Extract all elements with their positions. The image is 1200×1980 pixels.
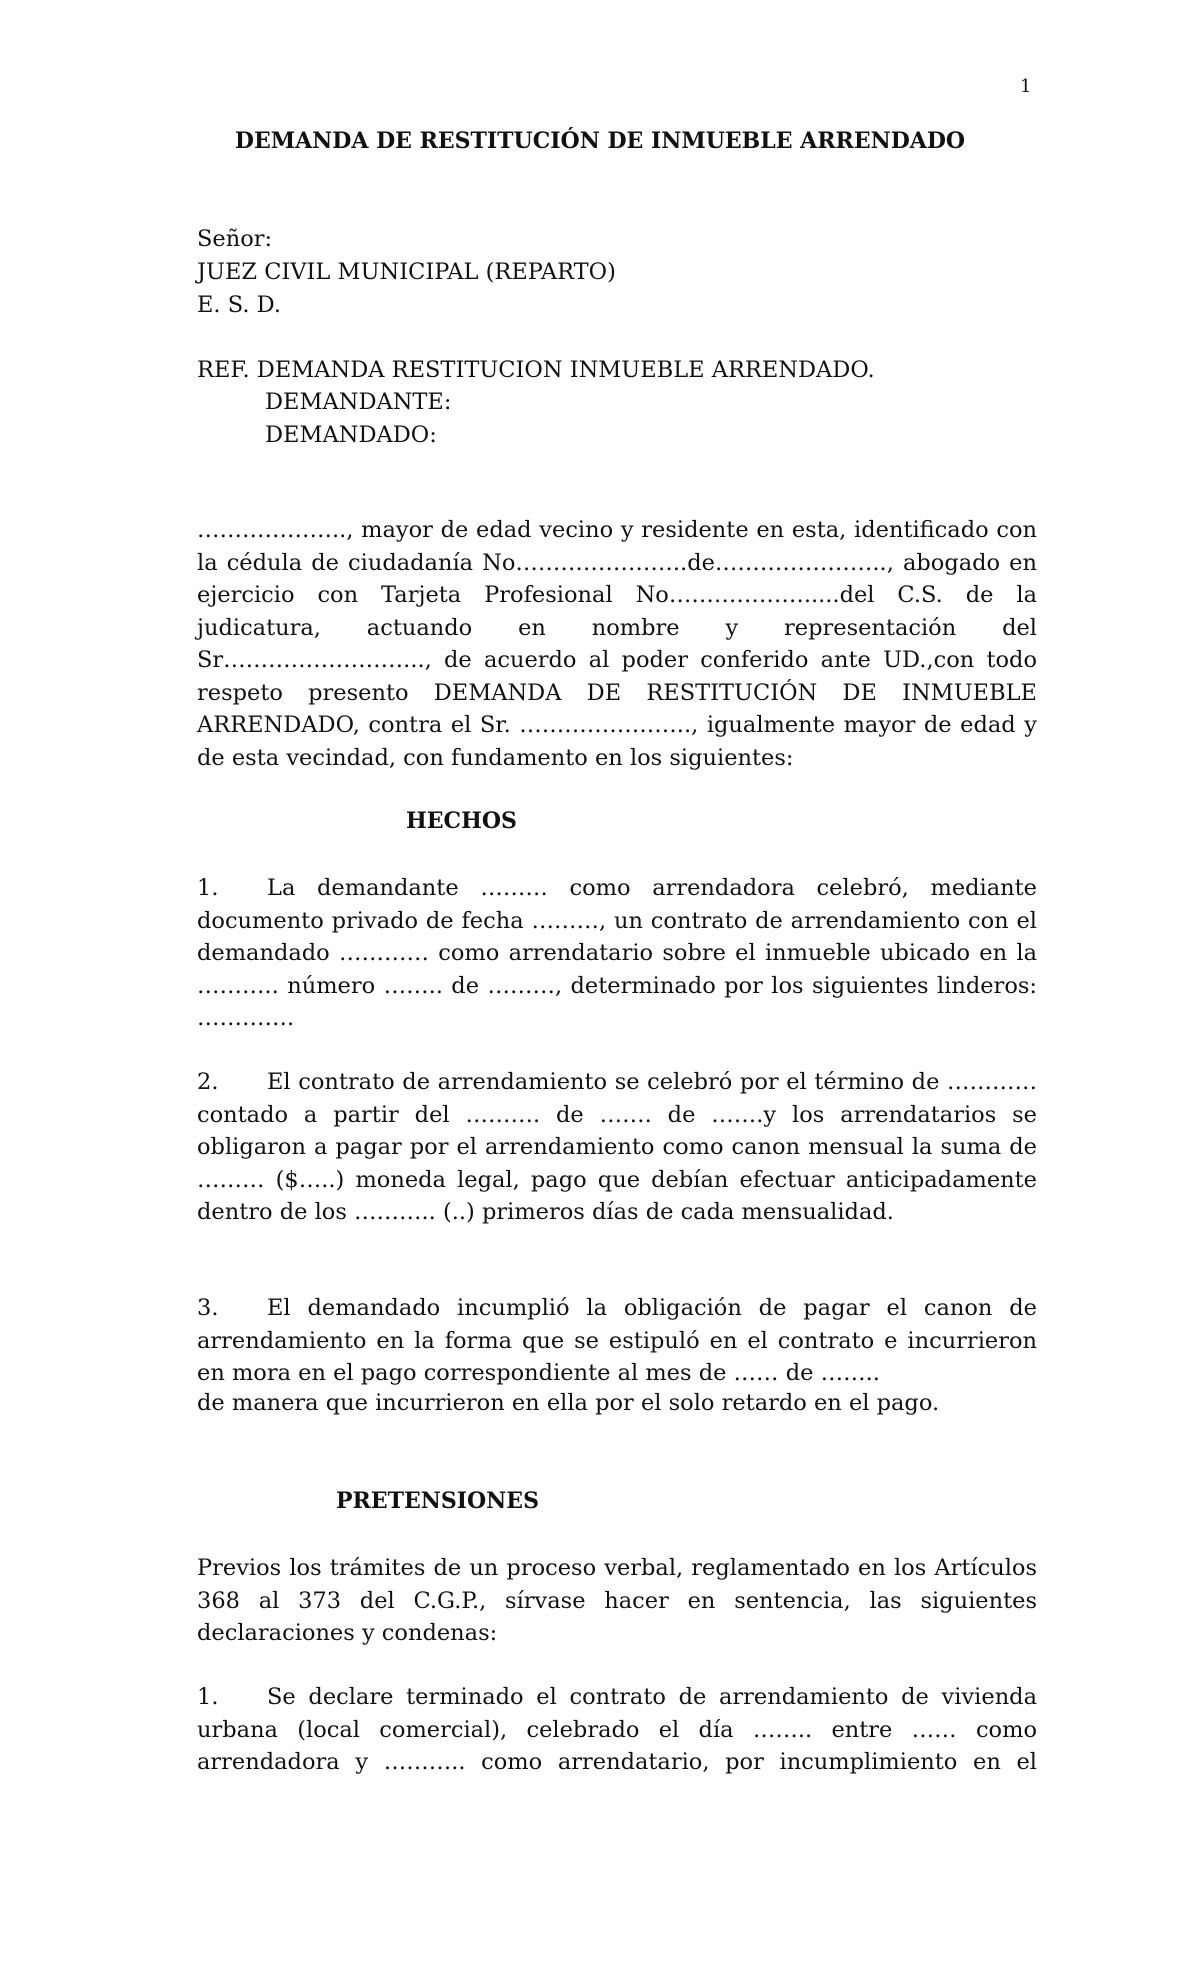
pretension-1	[197, 1681, 1037, 1779]
pretension-1-number: 1.	[197, 1684, 219, 1710]
hecho-3-continuation: de manera que incurrieron en ella por el solo retardo en el pago.	[197, 1390, 940, 1416]
reference-line: REF. DEMANDA RESTITUCION INMUEBLE ARRENDADO.	[197, 357, 875, 383]
hecho-3-text: El demandado incumplió la obligación de pagar el canon de arrendamiento en la forma que se estipuló en el contrato e incurrieron en mora en el pago correspondiente al mes de …… de ……..	[197, 1295, 1037, 1386]
hechos-heading: HECHOS	[406, 808, 517, 834]
document-title: DEMANDA DE RESTITUCIÓN DE INMUEBLE ARRENDADO	[234, 128, 966, 154]
pretensiones-intro: Previos los trámites de un proceso verbal, reglamentado en los Artículos 368 al 373 del C.G.P., sírvase hacer en sentencia, las siguientes declaraciones y condenas:	[197, 1555, 1037, 1646]
hecho-2-number: 2.	[197, 1069, 219, 1095]
salutation: Señor:	[197, 226, 273, 252]
addressee-esd: E. S. D.	[197, 292, 282, 318]
addressee-judge: JUEZ CIVIL MUNICIPAL (REPARTO)	[197, 259, 616, 285]
defendant-label: DEMANDADO:	[265, 422, 437, 448]
hecho-1	[197, 872, 1037, 1035]
hecho-1-text: La demandante ……… como arrendadora celebró, mediante documento privado de fecha ………, un contrato de arrendamiento con el demandado ………… como arrendatario sobre el inmueble ubicado en la ……….. número …….. de ………, determinado por los siguientes linderos: ………….	[197, 875, 1037, 1031]
intro-paragraph: ……………….., mayor de edad vecino y residente en esta, identificado con la cédula de ciudadanía No…………………..de………………….., abogado en ejercicio con Tarjeta Profesional No……………….....del C.S. de la judicatura, actuando en nombre y representación del Sr……………………..., de acuerdo al poder conferido ante UD.,con todo respeto presento DEMANDA DE RESTITUCIÓN DE INMUEBLE ARRENDADO, contra el Sr. ………………….., igualmente mayor de edad y de esta vecindad, con fundamento en los siguientes:	[197, 517, 1037, 771]
hecho-2-text: El contrato de arrendamiento se celebró por el término de ………… contado a partir del ………. de ……. de …….y los arrendatarios se obligaron a pagar por el arrendamiento como canon mensual la suma de ……… ($…..) moneda legal, pago que debían efectuar anticipadamente dentro de los ……….. (..) primeros días de cada mensualidad.	[197, 1069, 1037, 1225]
hecho-2	[197, 1066, 1037, 1229]
hecho-3	[197, 1292, 1037, 1390]
pretensiones-heading: PRETENSIONES	[336, 1488, 539, 1514]
plaintiff-label: DEMANDANTE:	[265, 389, 452, 415]
page-number: 1	[1020, 76, 1032, 97]
pretension-1-text: Se declare terminado el contrato de arrendamiento de vivienda urbana (local comercial), celebrado el día …….. entre …… como arrendadora y ……….. como arrendatario, por incumplimiento en el	[197, 1684, 1037, 1775]
hecho-1-number: 1.	[197, 875, 219, 901]
hecho-3-number: 3.	[197, 1295, 219, 1321]
